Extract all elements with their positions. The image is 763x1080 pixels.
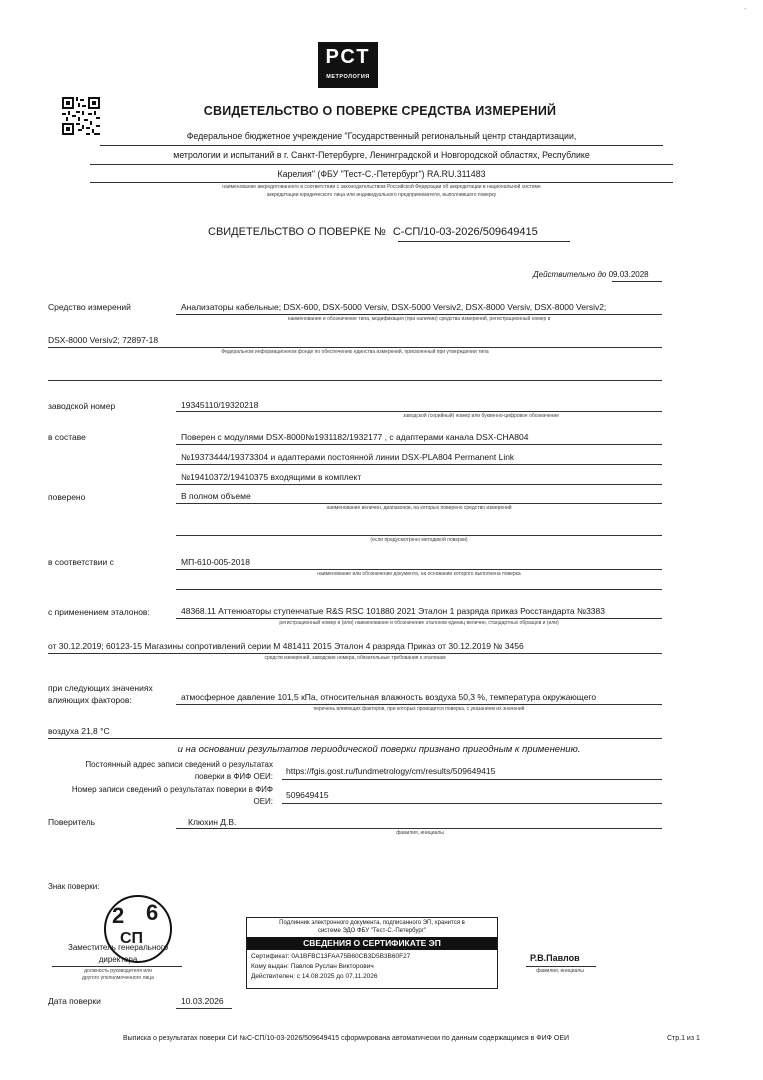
conditions-label-2: влияющих факторов: — [48, 695, 132, 705]
instrument-value: Анализаторы кабельные; DSX-600, DSX-5000 Versiv, DSX-5000 Versiv2, DSX-8000 Versiv, DSX-8000 Versiv2; — [181, 302, 607, 312]
org-line-3: Карелия" (ФБУ "Тест-С.-Петербург") RA.RU.311483 — [277, 169, 486, 179]
fif-address-label-1: Постоянный адрес записи сведений о результатах — [85, 760, 273, 769]
standards-caption-1: регистрационный номер и (или) наименование и обозначение эталонов единиц величин, стандартных образцов и (или) — [279, 620, 559, 626]
org-line-1: Федеральное бюджетное учреждение "Государственный региональный центр стандартизации, — [186, 131, 577, 141]
org-caption-1: наименование аккредитованного в соответствии с законодательством Российской Федерации об аккредитации в национальной системе — [222, 184, 541, 190]
date-value: 10.03.2026 — [181, 996, 224, 1006]
cert-number: С-СП/10-03-2026/509649415 — [392, 226, 538, 238]
fif-address-label-2: поверки в ФИФ ОЕИ: — [194, 772, 273, 781]
conditions-label-1: при следующих значениях — [48, 683, 153, 693]
esig-validity: Действителен: с 14.08.2025 до 07.11.2026 — [251, 973, 378, 980]
deputy-caption-2: другого уполномоченного лица — [82, 975, 154, 981]
stamp-letters: СП — [120, 930, 144, 947]
conditions-value: атмосферное давление 101,5 кПа, относительная влажность воздуха 50,3 %, температура окружающего — [181, 692, 597, 702]
deputy-caption-1: должность руководителя или — [84, 968, 152, 974]
stamp-digit-right: 6 — [146, 900, 159, 925]
esig-top-2: системе ЭДО ФБУ "Тест-С.-Петербург" — [317, 928, 427, 934]
standards-caption-2: средств измерений, заводские номера, обязательные требования к эталонам — [264, 655, 446, 661]
cert-label: СВИДЕТЕЛЬСТВО О ПОВЕРКЕ № — [208, 226, 386, 238]
signer-name: Р.В.Павлов — [530, 953, 580, 963]
method-value: МП-610-005-2018 — [181, 557, 250, 567]
deputy-line-2: директора — [98, 955, 138, 964]
composition-label: в составе — [48, 432, 86, 442]
logo-main: РСТ — [325, 46, 371, 68]
verifier-value: Клюхин Д.В. — [188, 817, 237, 827]
deputy-line-1: Заместитель генерального — [67, 943, 169, 952]
composition-line-2: №19373444/19373304 и адаптерами постоянной линии DSX-PLA804 Permanent Link — [181, 452, 515, 462]
verifier-label: Поверитель — [48, 817, 96, 827]
composition-line-3: №19410372/19410375 входящими в комплект — [181, 472, 362, 482]
verified-value: В полном объеме — [181, 491, 251, 501]
standards-line-2: от 30.12.2019; 60123-15 Магазины сопротивлений серии М 481411 2015 Эталон 4 разряда Приказ от 30.12.2019 № 3456 — [48, 641, 524, 651]
esig-cert: Сертификат: 0A1BFBC13FAA75B60CB3D5B3B60F27 — [251, 953, 411, 960]
footer-page: Стр.1 из 1 — [667, 1035, 700, 1042]
fif-address-value[interactable]: https://fgis.gost.ru/fundmetrology/cm/results/509649415 — [286, 766, 496, 776]
verifier-caption: фамилия, инициалы — [396, 830, 444, 836]
footer-text: Выписка о результатах поверки СИ №С-СП/10-03-2026/509649415 сформирована автоматически по данным содержащимся в ФИФ ОЕИ — [123, 1035, 570, 1042]
serial-caption: заводской (серийный) номер или буквенно-цифровое обозначение — [403, 413, 559, 419]
org-line-2: метрологии и испытаний в г. Санкт-Петербурге, Ленинградской и Новгородской областях, Республике — [173, 150, 590, 160]
date-label: Дата поверки — [48, 996, 101, 1006]
method-label: в соответствии с — [48, 557, 114, 567]
composition-line-1: Поверен с модулями DSX-8000№1931182/1932177 , с адаптерами канала DSX-CHA804 — [181, 432, 529, 442]
fif-number-label-2: ОЕИ: — [253, 797, 273, 806]
valid-until — [533, 270, 649, 279]
top-right-mark: - — [744, 4, 747, 13]
mark-label: Знак поверки: — [48, 882, 100, 891]
esig-top-1: Подлинник электронного документа, подписанного ЭП, хранится в — [279, 920, 465, 926]
rst-logo — [318, 42, 378, 88]
instrument-label: Средство измерений — [48, 302, 131, 312]
verification-stamp — [104, 895, 172, 963]
serial-value: 19345110/19320218 — [181, 400, 259, 410]
esignature-box — [246, 917, 498, 989]
conditions-value-2: воздуха 21,8 °С — [48, 726, 110, 736]
instrument-caption-2: Федеральном информационном фонде по обеспечению единства измерений, присвоенный при утверждении типа — [221, 349, 489, 355]
esig-owner: Кому выдан: Павлов Руслан Викторович — [251, 963, 374, 970]
verified-caption-2: (если предусмотрено методикой поверки) — [370, 537, 468, 543]
verified-caption: наименование величин, диапазонов, на которых поверено средство измерений — [326, 505, 512, 511]
valid-label: Действительно до — [533, 270, 607, 279]
fif-number-value: 509649415 — [286, 790, 329, 800]
verified-label: поверено — [48, 492, 86, 502]
valid-date: 09.03.2028 — [608, 270, 649, 279]
document-title: СВИДЕТЕЛЬСТВО О ПОВЕРКЕ СРЕДСТВА ИЗМЕРЕНИЙ — [203, 104, 557, 118]
esig-banner: СВЕДЕНИЯ О СЕРТИФИКАТЕ ЭП — [247, 937, 497, 950]
fif-number-label-1: Номер записи сведений о результатах поверки в ФИФ — [71, 785, 273, 794]
conditions-caption: перечень влияющих факторов, при которых проводится поверка, с указанием их значений — [313, 706, 525, 712]
serial-label: заводской номер — [48, 401, 116, 411]
conclusion-text: и на основании результатов периодической поверки признано пригодным к применению. — [177, 744, 581, 755]
standards-label: с применением эталонов: — [48, 607, 150, 617]
stamp-digit-left: 2 — [112, 903, 125, 928]
signer-caption: фамилия, инициалы — [536, 968, 584, 974]
instrument-caption: наименование и обозначение типа, модификация (при наличии) средства измерений, регистрационный номер в — [287, 316, 551, 322]
logo-sub: МЕТРОЛОГИЯ — [326, 74, 370, 80]
instrument-value-2: DSX-8000 Versiv2; 72897-18 — [48, 335, 159, 345]
cert-heading — [208, 226, 538, 238]
qr-code-icon — [62, 97, 100, 135]
standards-line-1: 48368.11 Аттенюаторы ступенчатые R&S RSC 101880 2021 Эталон 1 разряда приказ Росстандарта №3383 — [181, 606, 605, 616]
method-caption: наименование или обозначение документа, на основании которого выполнена поверка — [317, 571, 521, 577]
org-caption-2: аккредитации юридического лица или индивидуального предпринимателя, выполнившего поверку — [266, 192, 497, 198]
